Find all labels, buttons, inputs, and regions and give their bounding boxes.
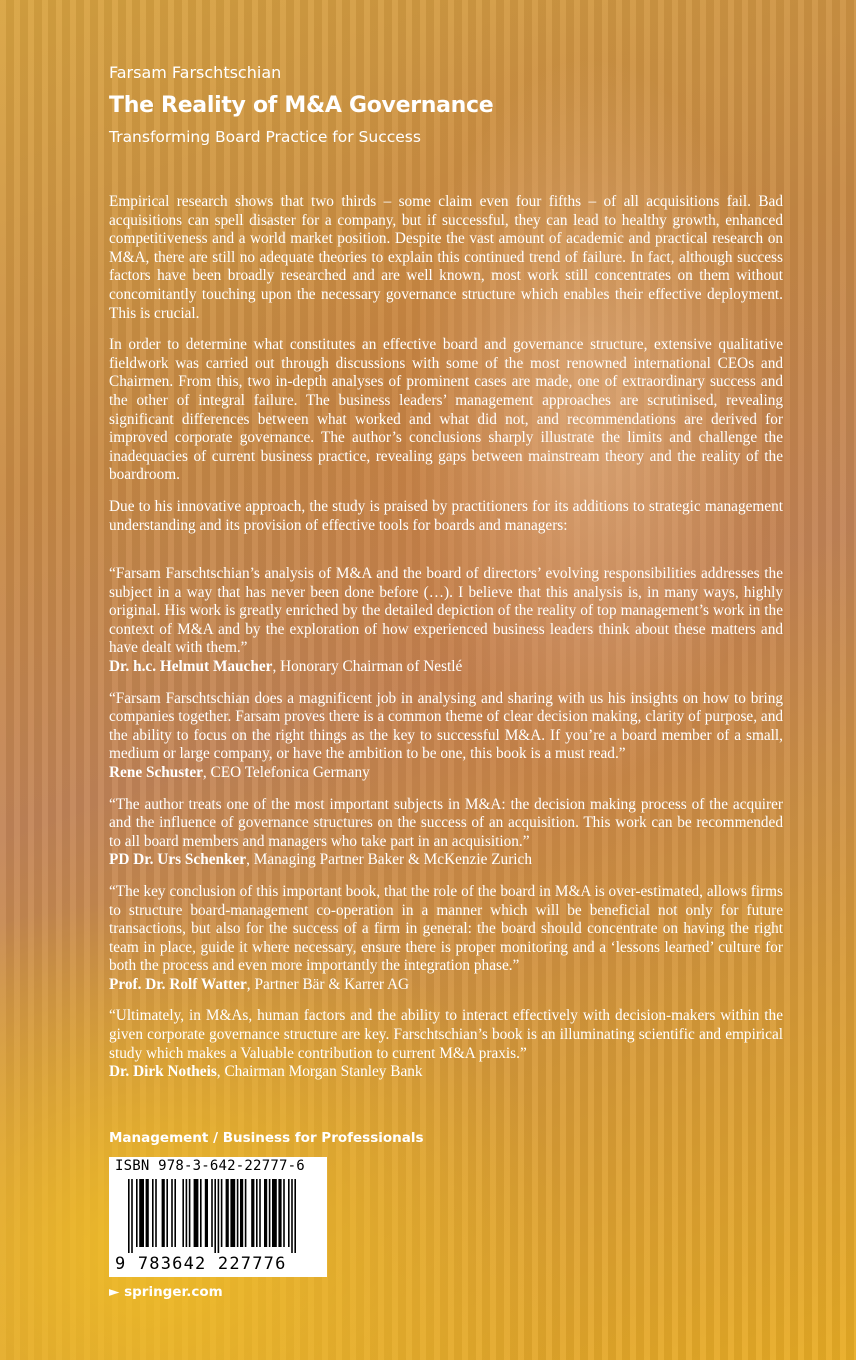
barcode-bar [214,1179,216,1253]
barcode-icon [128,1179,320,1253]
barcode-bar [230,1179,235,1247]
book-subtitle: Transforming Board Practice for Success [109,128,421,146]
barcode-bar [186,1179,188,1247]
barcode-bar [294,1179,296,1253]
testimonial-text: “Farsam Farschtschian does a magnificent job in analysing and sharing with us his insights on how to bring companies together. Farsam proves there is a common theme of clear decision making, clarity of purpose, and the ability to focus on the right things as the key to successful M&A. If you’re a board member of a small, medium or large company, or have the ambition to be one, this book is a must read.” [109,689,783,763]
testimonial [109,883,783,995]
barcode-bar [291,1179,293,1253]
barcode-bar [189,1179,191,1247]
author-name: Farsam Farschtschian [109,63,282,82]
testimonial [109,796,783,870]
barcode-bar [269,1179,271,1247]
testimonial-author: Rene Schuster [109,763,203,781]
blurb-paragraph: Empirical research shows that two thirds – some claim even four fifths – of all acquisitions fail. Bad acquisitions can spell disaster for a company, but if successful, they can lead to healthy growth, enhanced competitiveness and a world market position. Despite the vast amount of academic and practical research on M&A, there are still no adequate theories to explain this continued trend of failure. In fact, although success factors have been broadly researched and are well known, most work still concentrates on them without concomitantly touching upon the necessary governance structure which enables their effective deployment. This is crucial. [109,193,783,322]
barcode-bar [155,1179,157,1247]
barcode-bar [272,1179,277,1247]
book-category: Management / Business for Professionals [109,1130,424,1146]
barcode-bar [174,1179,176,1247]
testimonial-text: “The author treats one of the most important subjects in M&A: the decision making process of the acquirer and the influence of governance structures on the success of an acquisition. This work can be recommended to all board members and managers who take part in an acquisition.” [109,795,783,850]
barcode-bar [166,1179,168,1247]
barcode-bar [194,1179,199,1247]
barcode-bar [226,1179,229,1247]
barcode-bar [283,1179,285,1247]
testimonials [109,565,783,1095]
barcode-bar [182,1179,184,1247]
barcode-bar [211,1179,213,1247]
testimonial-text: “The key conclusion of this important book, that the role of the board in M&A is over-estimated, allows firms to structure board-management co-operation in a manner which will be beneficial not only for future transactions, but also for the success of a firm in general: the board should concentrate on having the right team in place, guide it where necessary, ensure there is proper monitoring and a ‘lessons learned’ culture for both the process and even more importantly the integration phase.” [109,882,783,975]
blurb-paragraph: In order to determine what constitutes an effective board and governance structure, extensive qualitative fieldwork was carried out through discussions with some of the most renowned international CEOs and Chairmen. From this, two in-depth analyses of prominent cases are made, one of extraordinary success and the other of integral failure. The business leaders’ management approaches are scrutinised, revealing significant differences between what worked and what did not, and recommendations are derived for improved corporate governance. The author’s conclusions sharply illustrate the limits and challenge the inadequacies of current business practice, revealing gaps between mainstream theory and the reality of the boardroom. [109,336,783,484]
testimonial-author: Prof. Dr. Rolf Watter [109,975,247,993]
testimonial-role: , Managing Partner Baker & McKenzie Zurich [246,851,532,869]
barcode-bar [128,1179,130,1253]
barcode-bar [240,1179,243,1247]
testimonial-source [109,658,783,677]
barcode-bar [205,1179,208,1247]
barcode-bar [146,1179,149,1247]
ean-digits: 9 783642 227776 [115,1254,287,1274]
testimonial-source [109,764,783,783]
barcode-bar [237,1179,239,1247]
barcode-bar [259,1179,261,1247]
testimonial-author: Dr. Dirk Notheis [109,1063,217,1081]
testimonial [109,565,783,677]
book-title: The Reality of M&A Governance [109,93,494,118]
testimonial-source [109,851,783,870]
barcode-bar [162,1179,165,1247]
barcode-bar [251,1179,254,1247]
barcode-bar [136,1179,138,1247]
barcode-bar [245,1179,247,1247]
testimonial-author: Dr. h.c. Helmut Maucher [109,657,273,675]
barcode-bar [200,1179,202,1247]
testimonial-role: , Partner Bär & Karrer AG [246,975,410,993]
barcode-bar [256,1179,258,1247]
testimonial-role: , CEO Telefonica Germany [202,763,370,781]
barcode-bar [131,1179,133,1253]
barcode-bar [278,1179,281,1247]
blurb-body [109,193,783,548]
publisher-website[interactable]: ► springer.com [109,1284,223,1300]
barcode-bar [288,1179,290,1247]
barcode-bar [221,1179,223,1247]
testimonial-text: “Ultimately, in M&As, human factors and the ability to interact effectively with decision-makers within the given corporate governance structure are key. Farschtschian’s book is an illuminating scientific and empirical study which makes a Valuable contribution to current M&A praxis.” [109,1007,783,1062]
testimonial-source [109,976,783,995]
isbn-label: ISBN 978-3-642-22777-6 [115,1158,305,1174]
testimonial-role: , Honorary Chairman of Nestlé [272,657,463,675]
testimonial-role: , Chairman Morgan Stanley Bank [216,1063,423,1081]
isbn-barcode [109,1157,327,1277]
barcode-bar [152,1179,154,1247]
blurb-paragraph: Due to his innovative approach, the study is praised by practitioners for its additions to strategic management understanding and its provision of effective tools for boards and managers: [109,497,783,534]
barcode-bar [264,1179,267,1247]
testimonial-text: “Farsam Farschtschian’s analysis of M&A and the board of directors’ evolving responsibilities addresses the subject in a way that has never been done before (…). I believe that this analysis is, in many ways, highly original. His work is greatly enriched by the detailed depiction of the reality of top management’s work in the context of M&A and by the exploration of how experienced business leaders think about these matters and have dealt with them.” [109,565,783,657]
testimonial [109,1007,783,1081]
testimonial-source [109,1063,783,1082]
testimonial-author: PD Dr. Urs Schenker [109,851,247,869]
testimonial [109,690,783,783]
barcode-bar [218,1179,220,1253]
barcode-bar [139,1179,144,1247]
barcode-bar [171,1179,173,1247]
